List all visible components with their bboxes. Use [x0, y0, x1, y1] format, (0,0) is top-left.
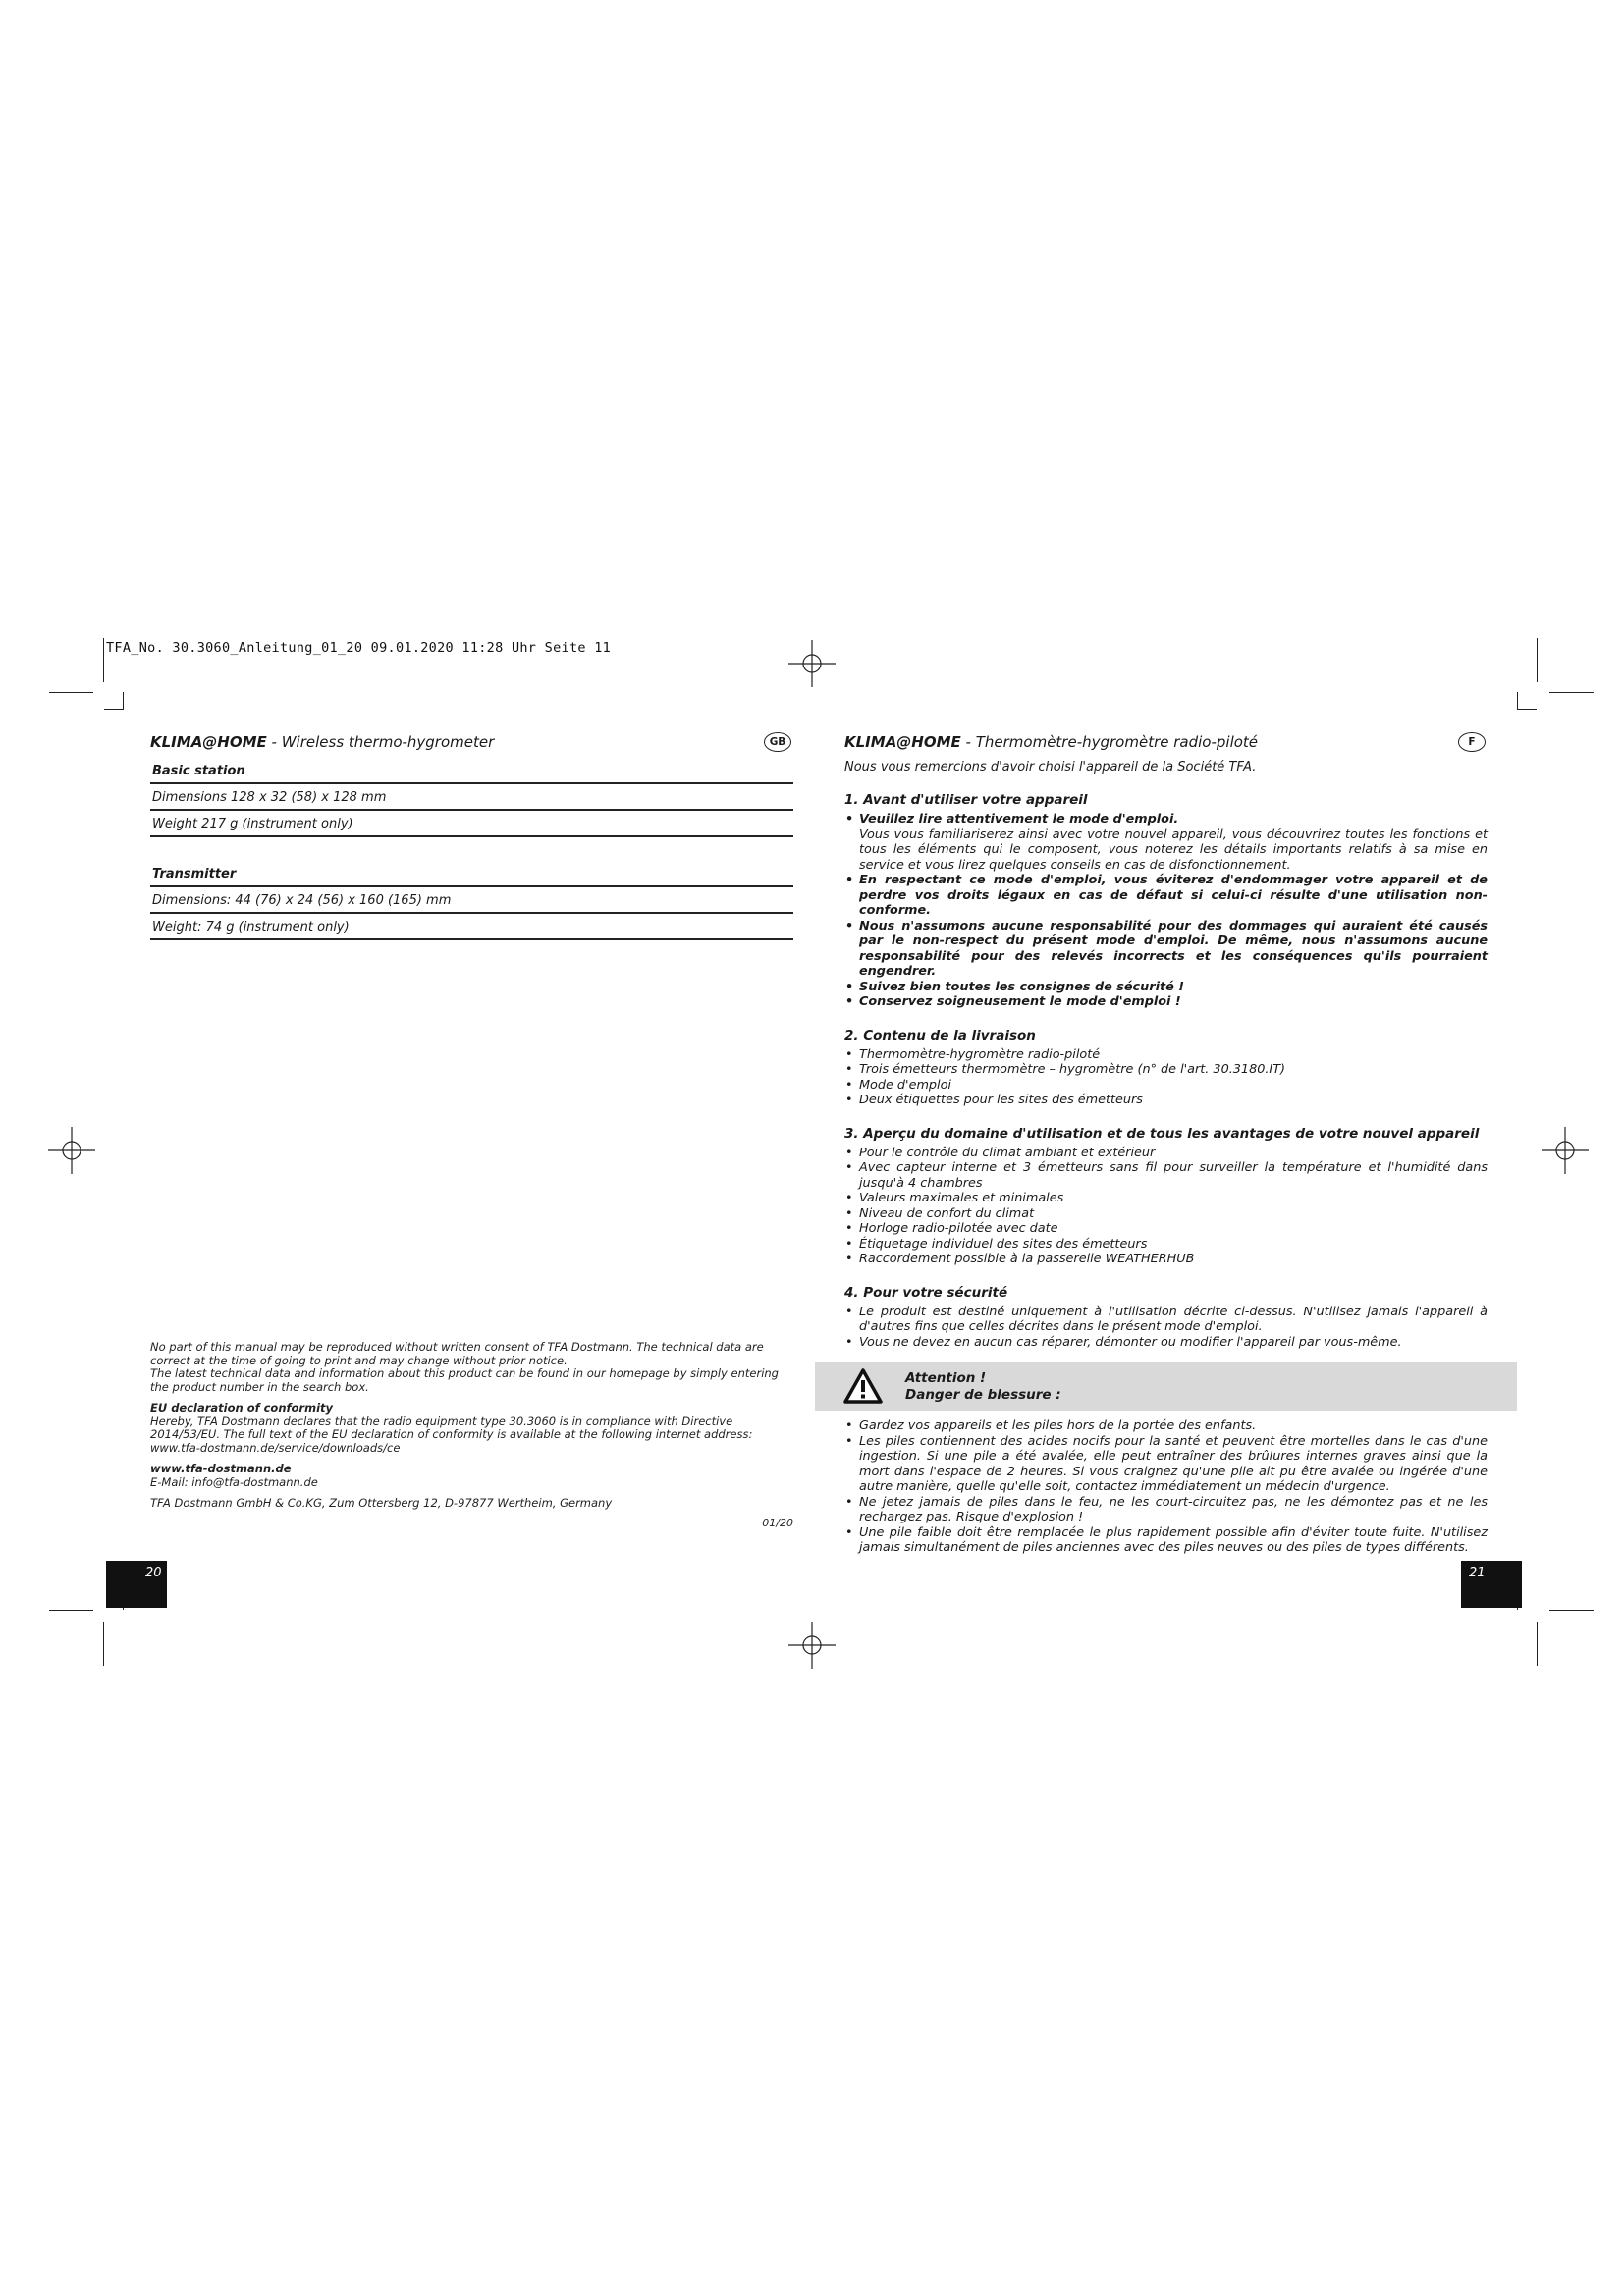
page-title: - Wireless thermo-hygrometer	[266, 733, 495, 751]
list-item: • Ne jetez jamais de piles dans le feu, ne les court-circuitez pas, ne les démontez pas et ne les rechargez pas. Risque d'explosion !	[844, 1495, 1488, 1525]
section-title: 4. Pour votre sécurité	[844, 1284, 1008, 1301]
crop-mark	[103, 638, 104, 682]
list-item: • Mode d'emploi	[844, 1078, 1488, 1094]
spec-section-title: Transmitter	[150, 861, 793, 887]
list-item: • Une pile faible doit être remplacée le plus rapidement possible afin d'éviter toute fuite. N'utilisez jamais simultanément de piles anciennes avec des piles neuves ou des piles de types différents.	[844, 1525, 1488, 1556]
warning-title: Attention !	[905, 1370, 987, 1386]
eu-declaration-title: EU declaration of conformity	[150, 1401, 334, 1415]
page-number-box	[106, 1561, 167, 1608]
spec-row: Weight: 74 g (instrument only)	[150, 914, 793, 940]
section-list	[844, 1418, 1488, 1556]
crop-mark	[1549, 1610, 1594, 1611]
registration-mark-icon	[788, 640, 836, 687]
date-code: 01/20	[762, 1516, 793, 1529]
list-item: • Deux étiquettes pour les sites des émetteurs	[844, 1093, 1488, 1108]
list-item: • Trois émetteurs thermomètre – hygromètre (n° de l'art. 30.3180.IT)	[844, 1062, 1488, 1078]
section-title: 1. Avant d'utiliser votre appareil	[844, 792, 1088, 808]
left-page	[150, 732, 793, 940]
crop-mark	[1517, 692, 1518, 710]
list-item: • Le produit est destiné uniquement à l'utilisation décrite ci-dessus. N'utilisez jamais l'appareil à d'autres fins que celles décrites dans le présent mode d'emploi.	[844, 1305, 1488, 1335]
spec-row: Dimensions 128 x 32 (58) x 128 mm	[150, 784, 793, 811]
list-item: • Les piles contiennent des acides nocifs pour la santé et peuvent être mortelles dans le cas d'une ingestion. Si une pile a été avalée, elle peut entraîner des brûlures internes graves ainsi que la mort dans l'espace de 2 heures. Si vous craignez qu'une pile ait pu être avalée ou ingérée d'une autre manière, quelle qu'elle soit, contactez immédiatement un médecin d'urgence.	[844, 1434, 1488, 1495]
list-item: • Veuillez lire attentivement le mode d'emploi.	[844, 812, 1488, 828]
spec-row: Dimensions: 44 (76) x 24 (56) x 160 (165) mm	[150, 887, 793, 914]
section-list	[844, 1146, 1488, 1267]
section-title: 3. Aperçu du domaine d'utilisation et de tous les avantages de votre nouvel appareil	[844, 1125, 1480, 1142]
right-page	[844, 732, 1488, 1556]
registration-mark-icon	[1542, 1127, 1589, 1174]
transmitter-spec	[150, 861, 793, 940]
list-item: • Étiquetage individuel des sites des émetteurs	[844, 1237, 1488, 1253]
section-list	[844, 873, 1488, 1010]
crop-mark	[1549, 692, 1594, 693]
brand-name: KLIMA@HOME	[844, 733, 961, 751]
website-link[interactable]: www.tfa-dostmann.de	[150, 1462, 292, 1475]
basic-station-spec	[150, 758, 793, 837]
list-item: • Vous ne devez en aucun cas réparer, démonter ou modifier l'appareil par vous-même.	[844, 1335, 1488, 1351]
list-item: • Pour le contrôle du climat ambiant et extérieur	[844, 1146, 1488, 1161]
page-number: 21	[1469, 1566, 1486, 1580]
list-item: • Conservez soigneusement le mode d'emploi !	[844, 994, 1488, 1010]
list-item: • Valeurs maximales et minimales	[844, 1191, 1488, 1206]
eu-declaration-text: Hereby, TFA Dostmann declares that the radio equipment type 30.3060 is in compliance with Directive 2014/53/EU. The full text of the EU declaration of conformity is available at the following internet address: www.tfa-dostmann.de/service/downloads/ce	[150, 1414, 753, 1455]
crop-mark	[49, 692, 93, 693]
spec-section-title: Basic station	[150, 758, 793, 784]
right-header	[844, 732, 1488, 758]
list-item: • Nous n'assumons aucune responsabilité pour des dommages qui auraient été causés par le non-respect du présent mode d'emploi. De même, nous n'assumons aucune responsabilité pour des relevés incorrects et les conséquences qu'ils pourraient engendrer.	[844, 919, 1488, 980]
crop-mark	[49, 1610, 93, 1611]
list-item: • Horloge radio-pilotée avec date	[844, 1221, 1488, 1237]
list-item: • En respectant ce mode d'emploi, vous éviterez d'endommager votre appareil et de perdre vos droits légaux en cas de défaut si celui-ci résulte d'une utilisation non-conforme.	[844, 873, 1488, 919]
crop-mark	[1518, 709, 1537, 710]
warning-subtitle: Danger de blessure :	[905, 1387, 1061, 1403]
crop-mark	[104, 709, 123, 710]
page-title: - Thermomètre-hygromètre radio-piloté	[960, 733, 1259, 751]
spec-row: Weight 217 g (instrument only)	[150, 811, 793, 837]
print-slug: TFA_No. 30.3060_Anleitung_01_20 09.01.2020 11:28 Uhr Seite 11	[106, 640, 612, 656]
page-number-box	[1461, 1561, 1522, 1608]
list-item: • Niveau de confort du climat	[844, 1206, 1488, 1222]
intro-text: Nous vous remercions d'avoir choisi l'appareil de la Société TFA.	[844, 760, 1257, 774]
brand-name: KLIMA@HOME	[150, 733, 267, 751]
list-item: • Suivez bien toutes les consignes de sécurité !	[844, 980, 1488, 995]
crop-mark	[1537, 1622, 1538, 1666]
crop-mark	[1537, 638, 1538, 682]
page-number: 20	[145, 1566, 162, 1580]
email-link[interactable]: E-Mail: info@tfa-dostmann.de	[150, 1474, 318, 1489]
registration-mark-icon	[788, 1622, 836, 1669]
language-badge: F	[1458, 732, 1486, 752]
section-list	[844, 812, 1488, 828]
company-address: TFA Dostmann GmbH & Co.KG, Zum Ottersberg 12, D-97877 Wertheim, Germany	[150, 1496, 613, 1510]
registration-mark-icon	[48, 1127, 95, 1174]
list-item: • Avec capteur interne et 3 émetteurs sans fil pour surveiller la température et l'humidité dans jusqu'à 4 chambres	[844, 1160, 1488, 1191]
homepage-notice: The latest technical data and information about this product can be found in our homepage by simply entering the product number in the search box.	[150, 1366, 779, 1394]
warning-triangle-icon	[842, 1367, 884, 1405]
legal-footer	[150, 1341, 793, 1529]
list-item: • Thermomètre-hygromètre radio-piloté	[844, 1047, 1488, 1063]
section-list	[844, 1047, 1488, 1108]
crop-mark	[103, 1622, 104, 1666]
crop-mark	[123, 692, 124, 710]
language-badge: GB	[764, 732, 791, 752]
list-item-continuation: Vous vous familiariserez ainsi avec votre nouvel appareil, vous découvrirez toutes les fonctions et tous les éléments qui le composent, vous noterez les détails importants relatifs à sa mise en service et vous lirez quelques conseils en cas de disfonctionnement.	[859, 827, 1488, 873]
warning-banner	[815, 1362, 1517, 1411]
list-item: • Raccordement possible à la passerelle WEATHERHUB	[844, 1252, 1488, 1267]
copyright-notice: No part of this manual may be reproduced without written consent of TFA Dostmann. The technical data are correct at the time of going to print and may change without prior notice.	[150, 1340, 764, 1367]
left-header	[150, 732, 793, 758]
section-title: 2. Contenu de la livraison	[844, 1027, 1036, 1043]
list-item: • Gardez vos appareils et les piles hors de la portée des enfants.	[844, 1418, 1488, 1434]
section-list	[844, 1305, 1488, 1351]
